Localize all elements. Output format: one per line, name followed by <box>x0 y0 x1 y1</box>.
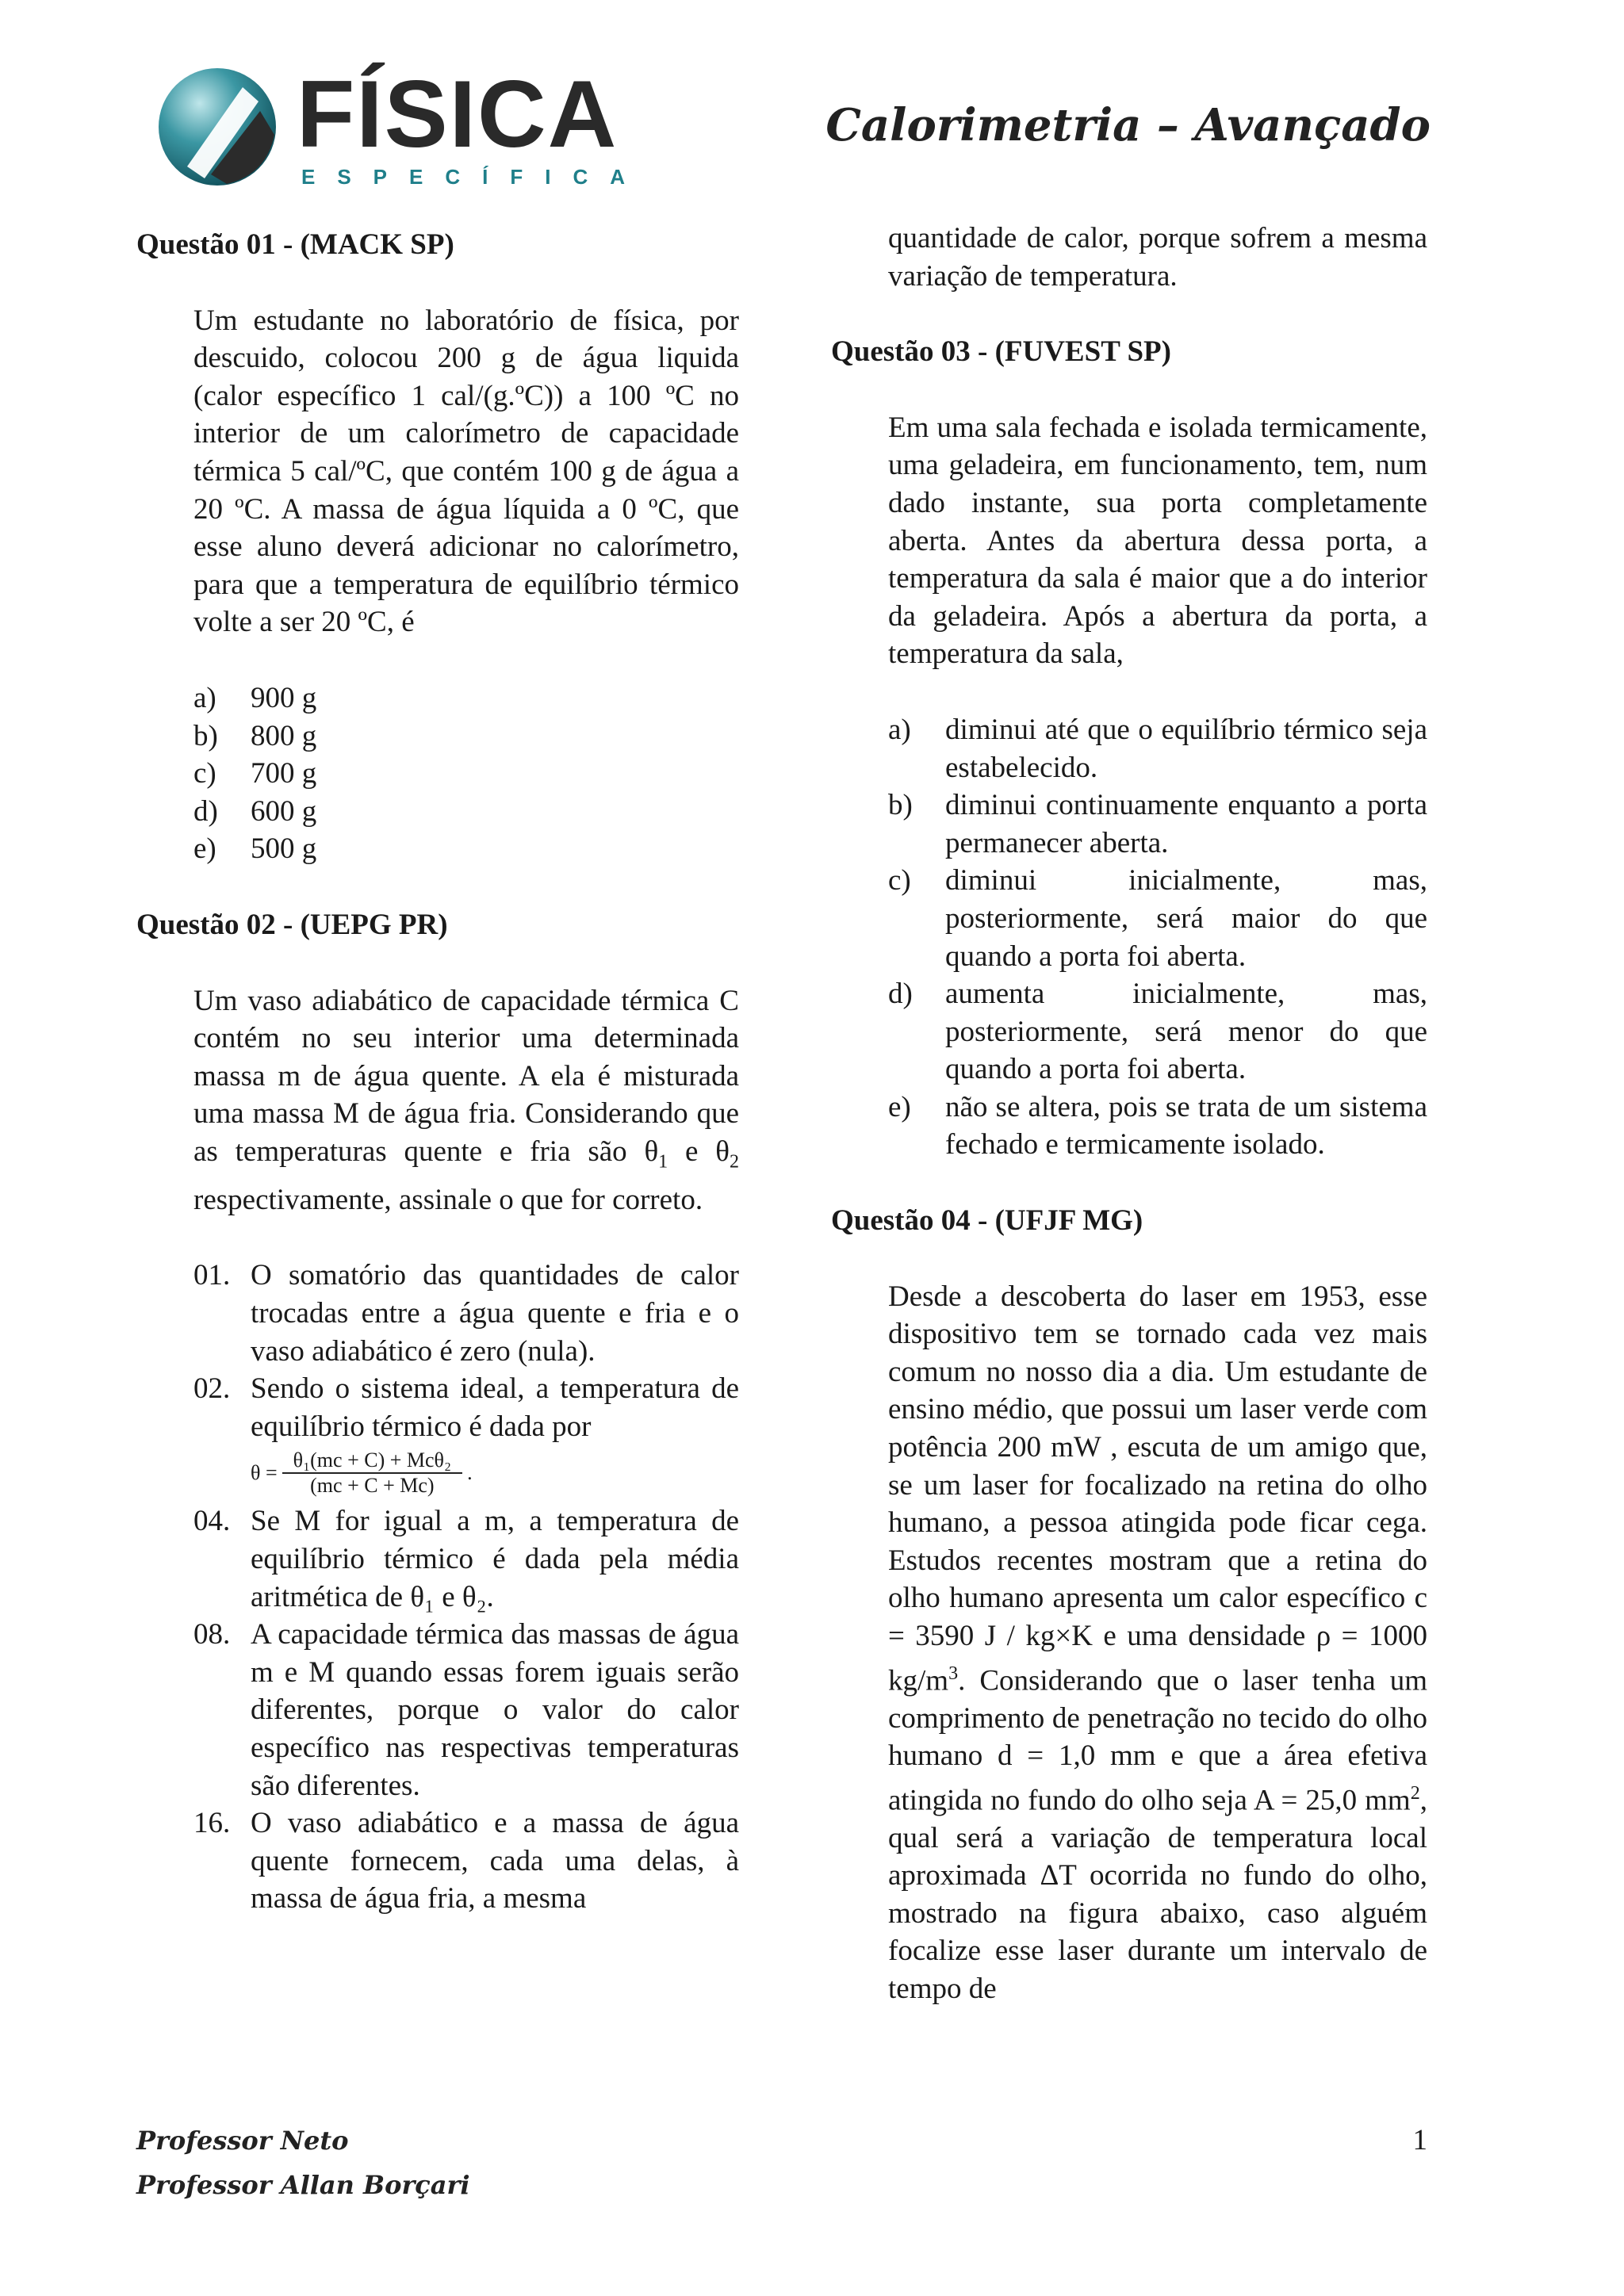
question-04-heading: Questão 04 - (UFJF MG) <box>831 1204 1143 1238</box>
logo-wordmark: FÍSICA <box>297 61 619 167</box>
question-01-text: Um estudante no laboratório de física, por descuido, colocou 200 g de água liquida (calor específico 1 cal/(g.ºC)) a 100 ºC no interior de um calorímetro de capacidade térmica 5 cal/ºC, que contém 100 g de água a 20 ºC. A massa de água líquida a 0 ºC, que esse aluno deverá adicionar no calorímetro, para que a temperatura de equilíbrio térmico volte a ser 20 ºC, é <box>193 304 739 639</box>
question-03-heading: Questão 03 - (FUVEST SP) <box>831 335 1171 369</box>
item-16: 16. O vaso adiabático e a massa de água quente fornecem, cada uma delas, à massa de água fria, a mesma <box>193 1807 739 1915</box>
option-c: c) 700 g <box>193 757 317 790</box>
logo-sphere-icon <box>155 63 282 190</box>
author-1: Professor Neto <box>136 2126 349 2156</box>
option-b: b) diminui continuamente enquanto a porta permanecer aberta. <box>888 789 1427 859</box>
right-column <box>831 222 1427 2046</box>
option-b: b) 800 g <box>193 719 317 752</box>
option-d: d) aumenta inicialmente, mas, posteriormente, será menor do que quando a porta foi aberta. <box>888 978 1427 1086</box>
question-02-items <box>193 1257 739 1918</box>
question-02-text: Um vaso adiabático de capacidade térmica C contém no seu interior uma determinada massa m de água quente. A ela é misturada uma massa M de água fria. Considerando que as temperaturas quente e fria são $\theta_1$ e $\theta_2$ respectivamente, assinale o que for correto. <box>193 984 739 1216</box>
item-02: 02. Sendo o sistema ideal, a temperatura de equilíbrio térmico é dada por θ = $\frac{\text{θ₁(mc + C) + Mcθ₂}}{(mc + C + Mc)}$ . <box>193 1372 739 1498</box>
logo-subtitle: ESPECÍFICA <box>301 165 648 189</box>
page-number: 1 <box>1412 2124 1427 2156</box>
question-03-text: Em uma sala fechada e isolada termicamente, uma geladeira, em funcionamento, tem, num dado instante, sua porta completamente aberta. Antes da abertura dessa porta, a temperatura da sala é maior que a do interior da geladeira. Após a abertura da porta, a temperatura da sala, <box>888 411 1427 671</box>
question-04-text: Desde a descoberta do laser em 1953, esse dispositivo tem se tornado cada vez mais comum no nosso dia a dia. Um estudante de ensino médio, que possui um laser verde com potência 200 mW , escuta de um amigo que, se um laser for focalizado na retina do olho humano, a pessoa atingida pode ficar cega. Estudos recentes mostram que a retina do olho humano apresenta um calor específico c = 3590 J / kg×K e uma densidade ρ = 1000 $kg/m^3$. Considerando que o laser tenha um comprimento de penetração no tecido do olho humano d = 1,0 mm e que a área efetiva atingida no fundo do olho seja A = 25,0 $mm^2$, qual será a variação de temperatura local aproximada ΔT ocorrida no fundo do olho, mostrado na figura abaixo, caso alguém focalize esse laser durante um intervalo de tempo de <box>888 1280 1427 2005</box>
item-08: 08. A capacidade térmica das massas de água m e M quando essas forem iguais serão diferentes, porque o valor do calor específico nas respectivas temperaturas são diferentes. <box>193 1618 739 1802</box>
question-02-continuation: quantidade de calor, porque sofrem a mesma variação de temperatura. <box>888 222 1427 293</box>
item-01: 01. O somatório das quantidades de calor trocadas entre a água quente e fria e o vaso adiabático é zero (nula). <box>193 1259 739 1368</box>
question-01-options <box>193 679 739 868</box>
option-e: e) 500 g <box>193 832 317 866</box>
option-a: a) diminui até que o equilíbrio térmico seja estabelecido. <box>888 713 1427 784</box>
question-01-heading: Questão 01 - (MACK SP) <box>136 228 454 261</box>
document-title: Calorimetria – Avançado <box>825 99 1431 151</box>
equilibrium-formula: θ = $\frac{\text{θ₁(mc + C) + Mcθ₂}}{(mc + C + Mc)}$ . <box>251 1448 473 1498</box>
author-2: Professor Allan Borçari <box>136 2170 470 2200</box>
option-d: d) 600 g <box>193 794 317 828</box>
item-04: 04. Se M for igual a m, a temperatura de equilíbrio térmico é dada pela média aritmética de θ₁ e θ₂. <box>193 1505 739 1613</box>
footer-authors <box>136 2118 470 2207</box>
option-e: e) não se altera, pois se trata de um sistema fechado e termicamente isolado. <box>888 1090 1427 1161</box>
option-a: a) 900 g <box>193 681 317 714</box>
logo <box>155 61 648 190</box>
question-03-options <box>888 711 1427 1164</box>
left-column <box>136 226 739 1956</box>
option-c: c) diminui inicialmente, mas, posteriormente, será maior do que quando a porta foi aberta. <box>888 864 1427 973</box>
question-02-heading: Questão 02 - (UEPG PR) <box>136 908 448 941</box>
